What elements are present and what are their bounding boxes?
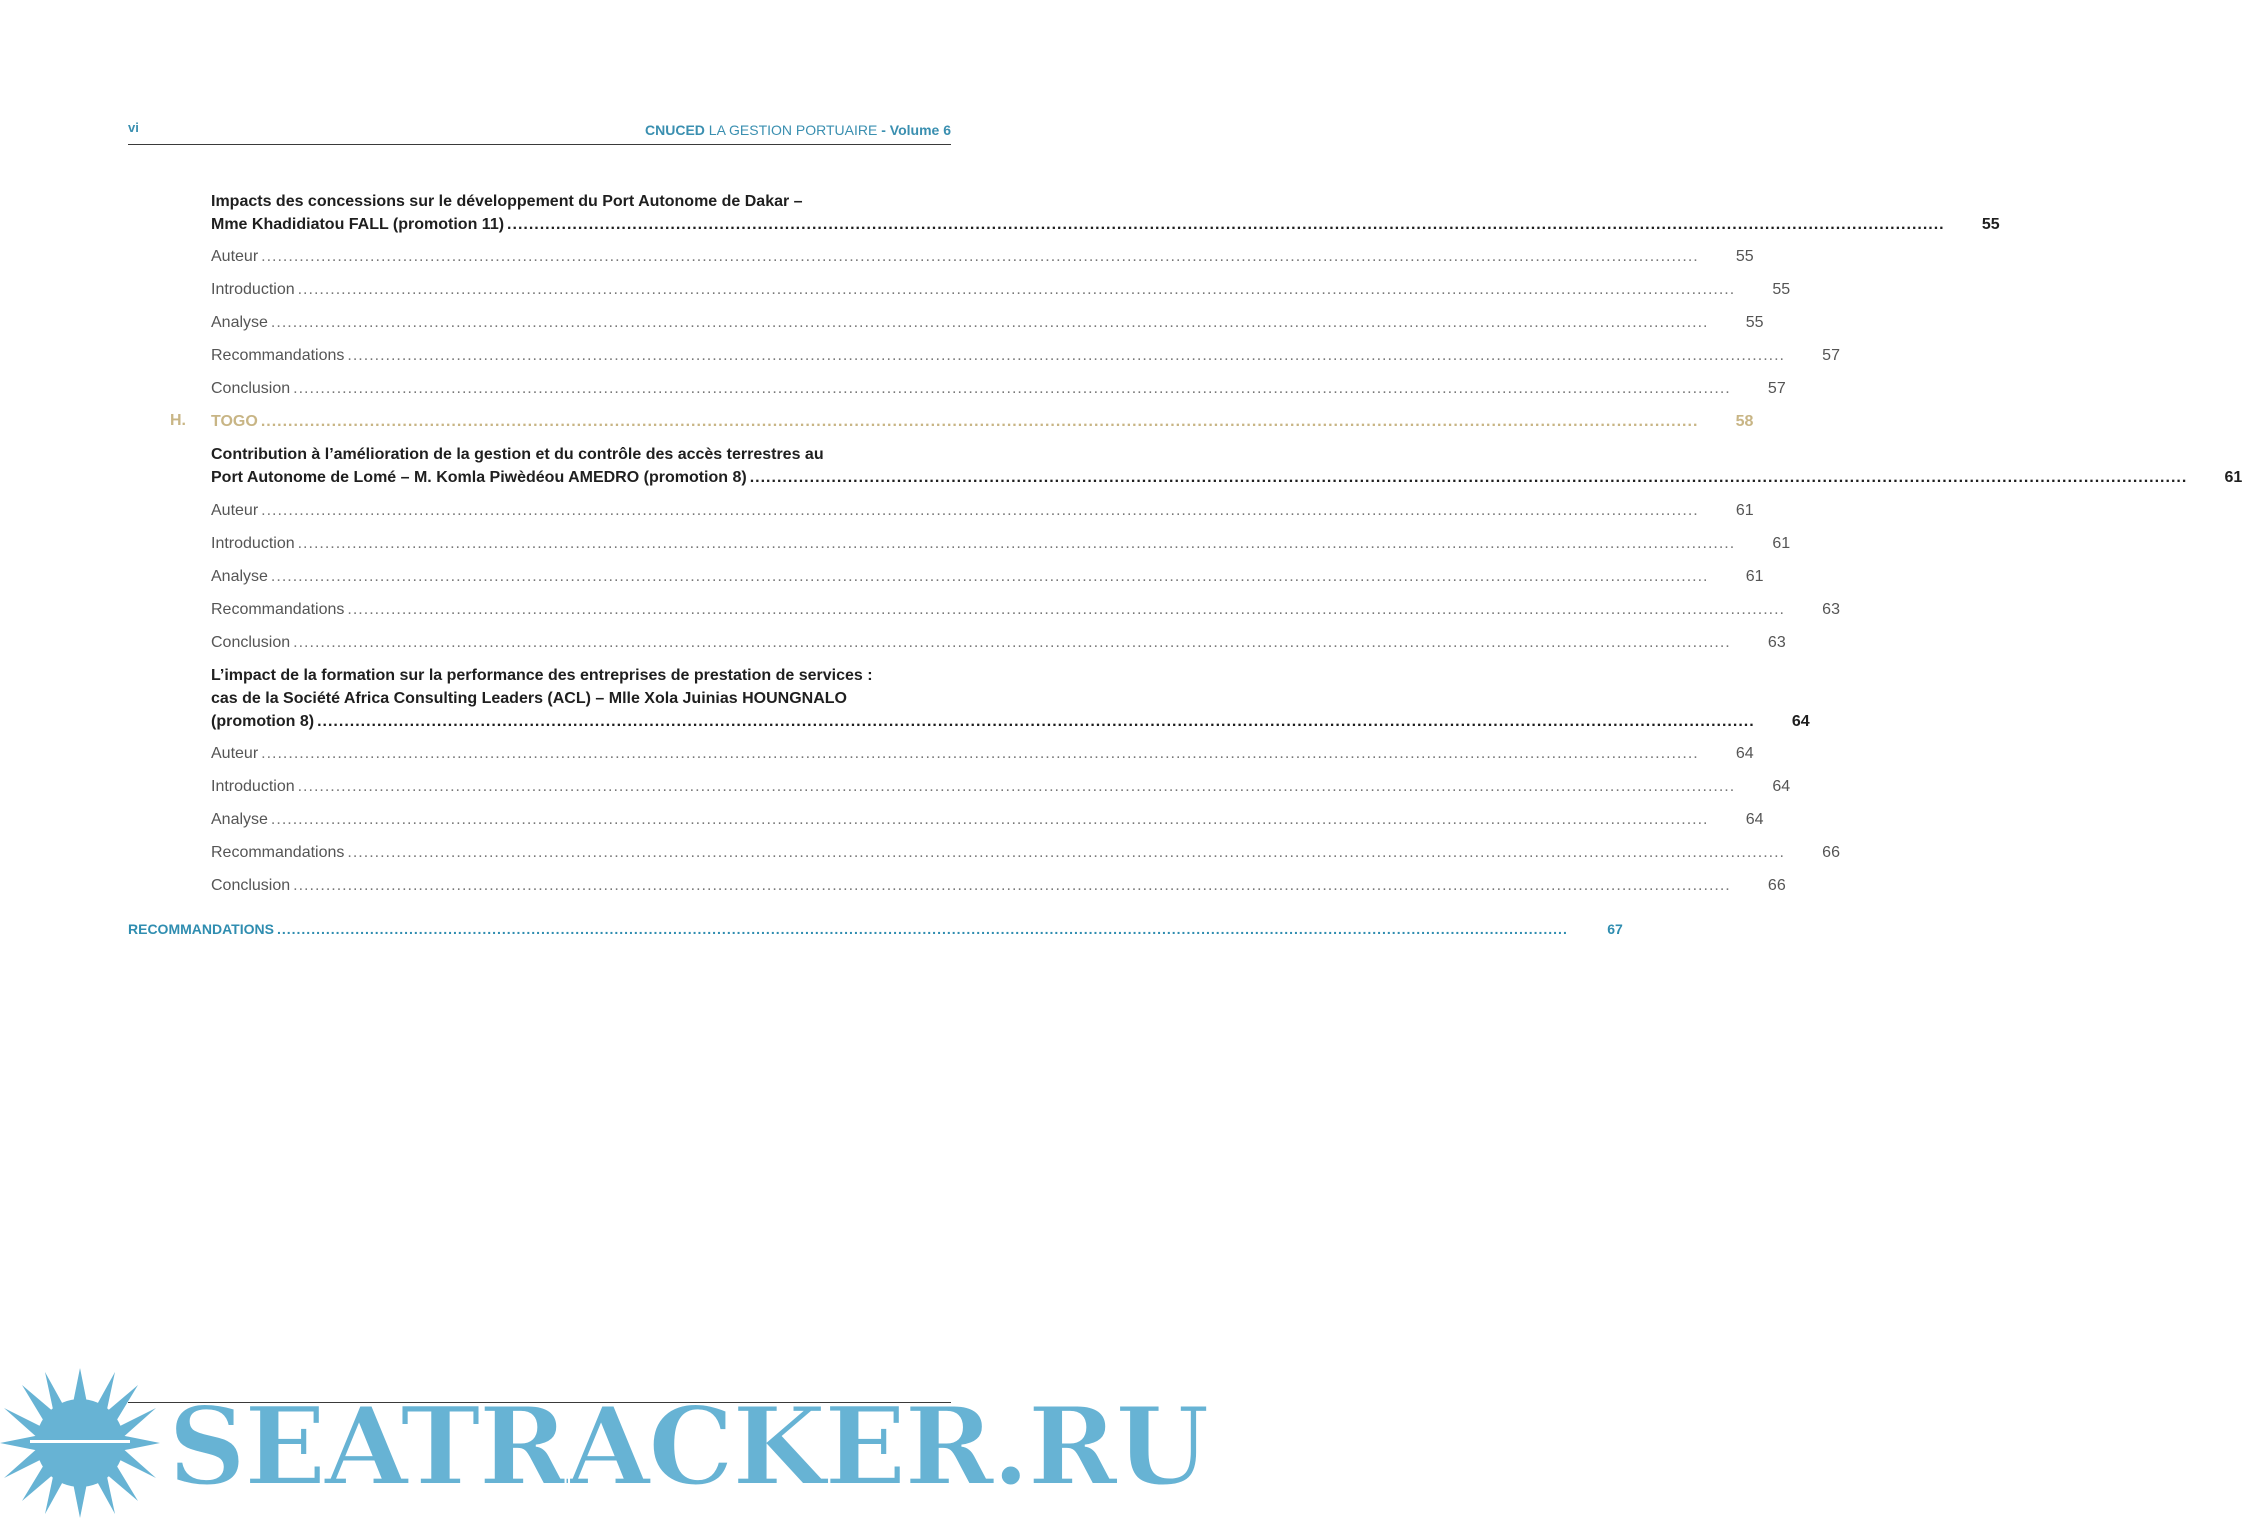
toc-entry-title-line: Mme Khadidiatou FALL (promotion 11) [211,216,505,233]
title-separator: - [877,122,890,138]
toc-sub-label: Recommandations [211,347,345,364]
toc-entry-title-line: Impacts des concessions sur le développement du Port Autonome de Dakar – [211,193,803,210]
running-header [128,118,951,145]
toc-entry-title-line: Port Autonome de Lomé – M. Komla Piwèdéou AMEDRO (promotion 8) [211,469,747,486]
toc-sub-introduction[interactable] [211,278,1791,301]
toc-page-number: 61 [1745,568,1764,585]
toc-page-number: 58 [1735,413,1754,430]
toc-sub-label: Analyse [211,811,268,828]
toc-page-number: 63 [1767,634,1786,651]
toc-entry-title-line: L’impact de la formation sur la performance des entreprises de prestation de services : [211,667,873,684]
toc-page-number: 61 [1735,502,1754,519]
toc-sub-conclusion[interactable] [211,874,1786,897]
leader-dots [298,775,1736,798]
toc-page-number: 61 [2224,469,2242,486]
toc-page-number: 61 [1772,535,1791,552]
toc-entry-title-line: cas de la Société Africa Consulting Leaders (ACL) – Mlle Xola Juinias HOUNGNALO [211,690,847,707]
leader-dots [271,808,1709,831]
leader-dots [507,213,1945,236]
toc-sub-conclusion[interactable] [211,631,1786,654]
toc-sub-analyse[interactable] [211,808,1764,831]
toc-sub-label: Analyse [211,568,268,585]
toc-entry-dakar[interactable] [211,190,2000,236]
toc-entry-lome[interactable] [211,443,2242,489]
toc-sub-label: Conclusion [211,877,291,894]
toc-page-number: 64 [1735,745,1754,762]
toc-page-number: 64 [1745,811,1764,828]
toc-page-number: 55 [1981,216,2000,233]
section-letter: H. [170,412,186,429]
toc-sub-analyse[interactable] [211,565,1764,588]
toc-sub-recommandations[interactable] [211,344,1840,367]
toc-sub-recommandations[interactable] [211,841,1840,864]
toc-page-number: 55 [1745,314,1764,331]
toc-sub-auteur[interactable] [211,499,1754,522]
toc-page-number: 63 [1822,601,1840,618]
toc-sub-label: Auteur [211,248,259,265]
leader-dots [293,874,1731,897]
toc-page-number: 57 [1767,380,1786,397]
leader-dots [750,466,2188,489]
toc-page-number: 66 [1822,844,1840,861]
toc-section-togo[interactable] [211,410,1754,433]
running-title [645,122,951,138]
toc-entry-acl[interactable] [211,664,1810,733]
toc-sub-conclusion[interactable] [211,377,1786,400]
toc-sub-introduction[interactable] [211,532,1791,555]
leader-dots [261,499,1699,522]
toc-page-number: 66 [1767,877,1786,894]
page-number: vi [128,120,139,135]
sun-logo-icon [0,1368,160,1518]
brand-name: CNUCED [645,122,705,138]
book-title: LA GESTION PORTUAIRE [708,122,878,138]
leader-dots [293,631,1731,654]
leader-dots [298,532,1736,555]
toc-section-label: TOGO [211,413,258,430]
toc-page-number: 64 [1791,713,1810,730]
leader-dots [277,918,1568,941]
toc-sub-label: Conclusion [211,634,291,651]
toc-sub-label: Auteur [211,745,259,762]
toc-sub-label: Analyse [211,314,268,331]
leader-dots [261,410,1699,433]
toc-page-number: 64 [1772,778,1791,795]
leader-dots [293,377,1731,400]
toc-entry-title-line: (promotion 8) [211,713,315,730]
toc-section-label: RECOMMANDATIONS [128,921,274,937]
leader-dots [271,311,1709,334]
toc-page-number: 55 [1735,248,1754,265]
leader-dots [317,710,1755,733]
leader-dots [271,565,1709,588]
toc-entry-title-line: Contribution à l’amélioration de la gestion et du contrôle des accès terrestres au [211,446,824,463]
leader-dots [261,245,1699,268]
toc-sub-analyse[interactable] [211,311,1764,334]
toc-sub-auteur[interactable] [211,742,1754,765]
leader-dots [347,344,1785,367]
toc-sub-label: Introduction [211,778,295,795]
leader-dots [347,598,1785,621]
volume-label: Volume 6 [889,122,951,138]
toc-page-number: 57 [1822,347,1840,364]
watermark-text: SEATRACKER.RU [168,1384,1208,1510]
toc-sub-label: Conclusion [211,380,291,397]
toc-sub-label: Recommandations [211,844,345,861]
toc-sub-label: Auteur [211,502,259,519]
leader-dots [347,841,1785,864]
toc-sub-label: Introduction [211,535,295,552]
leader-dots [261,742,1699,765]
toc-page-number: 67 [1607,921,1623,937]
toc-section-recommandations[interactable] [128,918,1623,941]
toc-sub-introduction[interactable] [211,775,1791,798]
toc-sub-auteur[interactable] [211,245,1754,268]
toc-sub-label: Recommandations [211,601,345,618]
leader-dots [298,278,1736,301]
toc-page-number: 55 [1772,281,1791,298]
toc-sub-label: Introduction [211,281,295,298]
toc-sub-recommandations[interactable] [211,598,1840,621]
